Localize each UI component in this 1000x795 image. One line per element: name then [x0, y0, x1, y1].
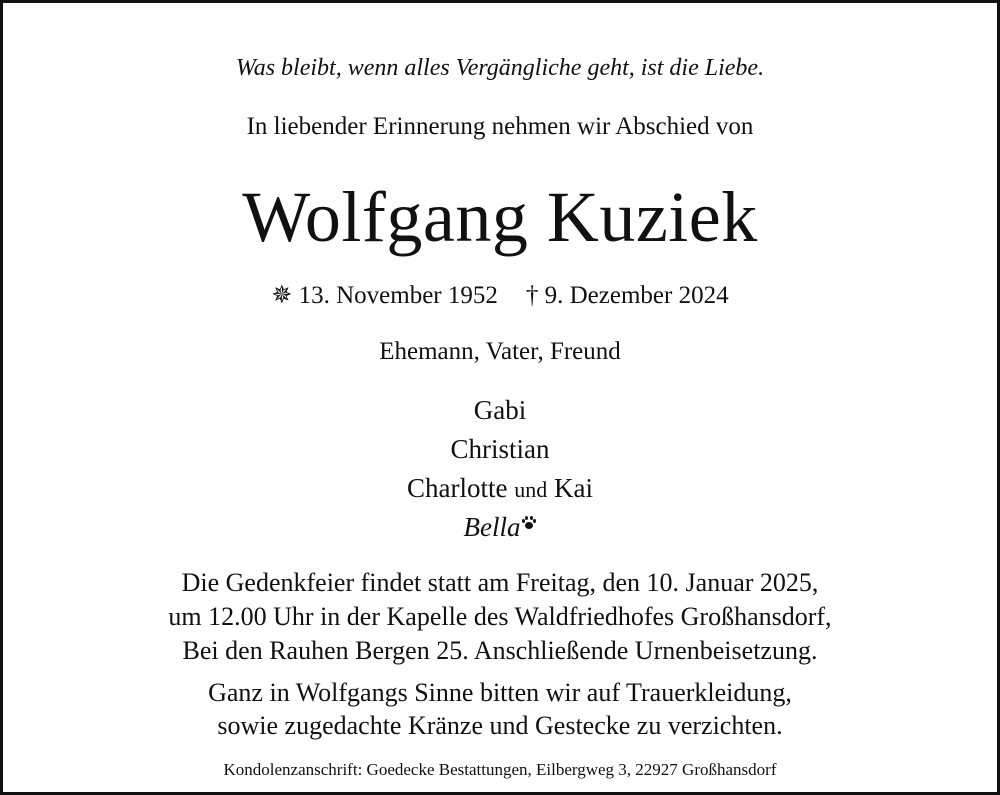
conjunction-text: und — [514, 477, 548, 502]
birth-date: 13. November 1952 — [298, 282, 498, 309]
family-member: Gabi — [473, 395, 527, 425]
condolence-address: Kondolenzanschrift: Goedecke Bestattungen, Eilbergweg 3, 22927 Großhansdorf — [223, 760, 777, 779]
roles-text: Ehemann, Vater, Freund — [379, 338, 621, 365]
family-pet — [0, 512, 1000, 543]
family-member-pair — [0, 473, 1000, 504]
death-date: 9. Dezember 2024 — [544, 282, 729, 309]
request-text: Ganz in Wolfgangs Sinne bitten wir auf Trauerkleidung, — [208, 678, 792, 707]
ceremony-text: Bei den Rauhen Bergen 25. Anschließende Urnenbeisetzung. — [182, 636, 818, 665]
family-member: Charlotte — [407, 473, 508, 503]
ceremony-text: um 12.00 Uhr in der Kapelle des Waldfriedhofes Großhansdorf, — [168, 602, 832, 631]
birth-star-icon: ✵ — [271, 282, 293, 309]
pet-name: Bella — [463, 512, 521, 542]
family-member: Christian — [450, 434, 550, 464]
ceremony-text: Die Gedenkfeier findet statt am Freitag, den 10. Januar 2025, — [181, 568, 819, 597]
deceased-name: Wolfgang Kuziek — [242, 177, 758, 257]
life-dates — [0, 280, 1000, 310]
request-text: sowie zugedachte Kränze und Gestecke zu verzichten. — [217, 711, 783, 740]
paw-icon — [522, 516, 536, 530]
death-cross-icon: † — [525, 282, 539, 309]
family-member: Kai — [554, 473, 593, 503]
intro-text: In liebender Erinnerung nehmen wir Abschied von — [246, 113, 754, 140]
motto-quote: Was bleibt, wenn alles Vergängliche geht, ist die Liebe. — [235, 55, 765, 81]
